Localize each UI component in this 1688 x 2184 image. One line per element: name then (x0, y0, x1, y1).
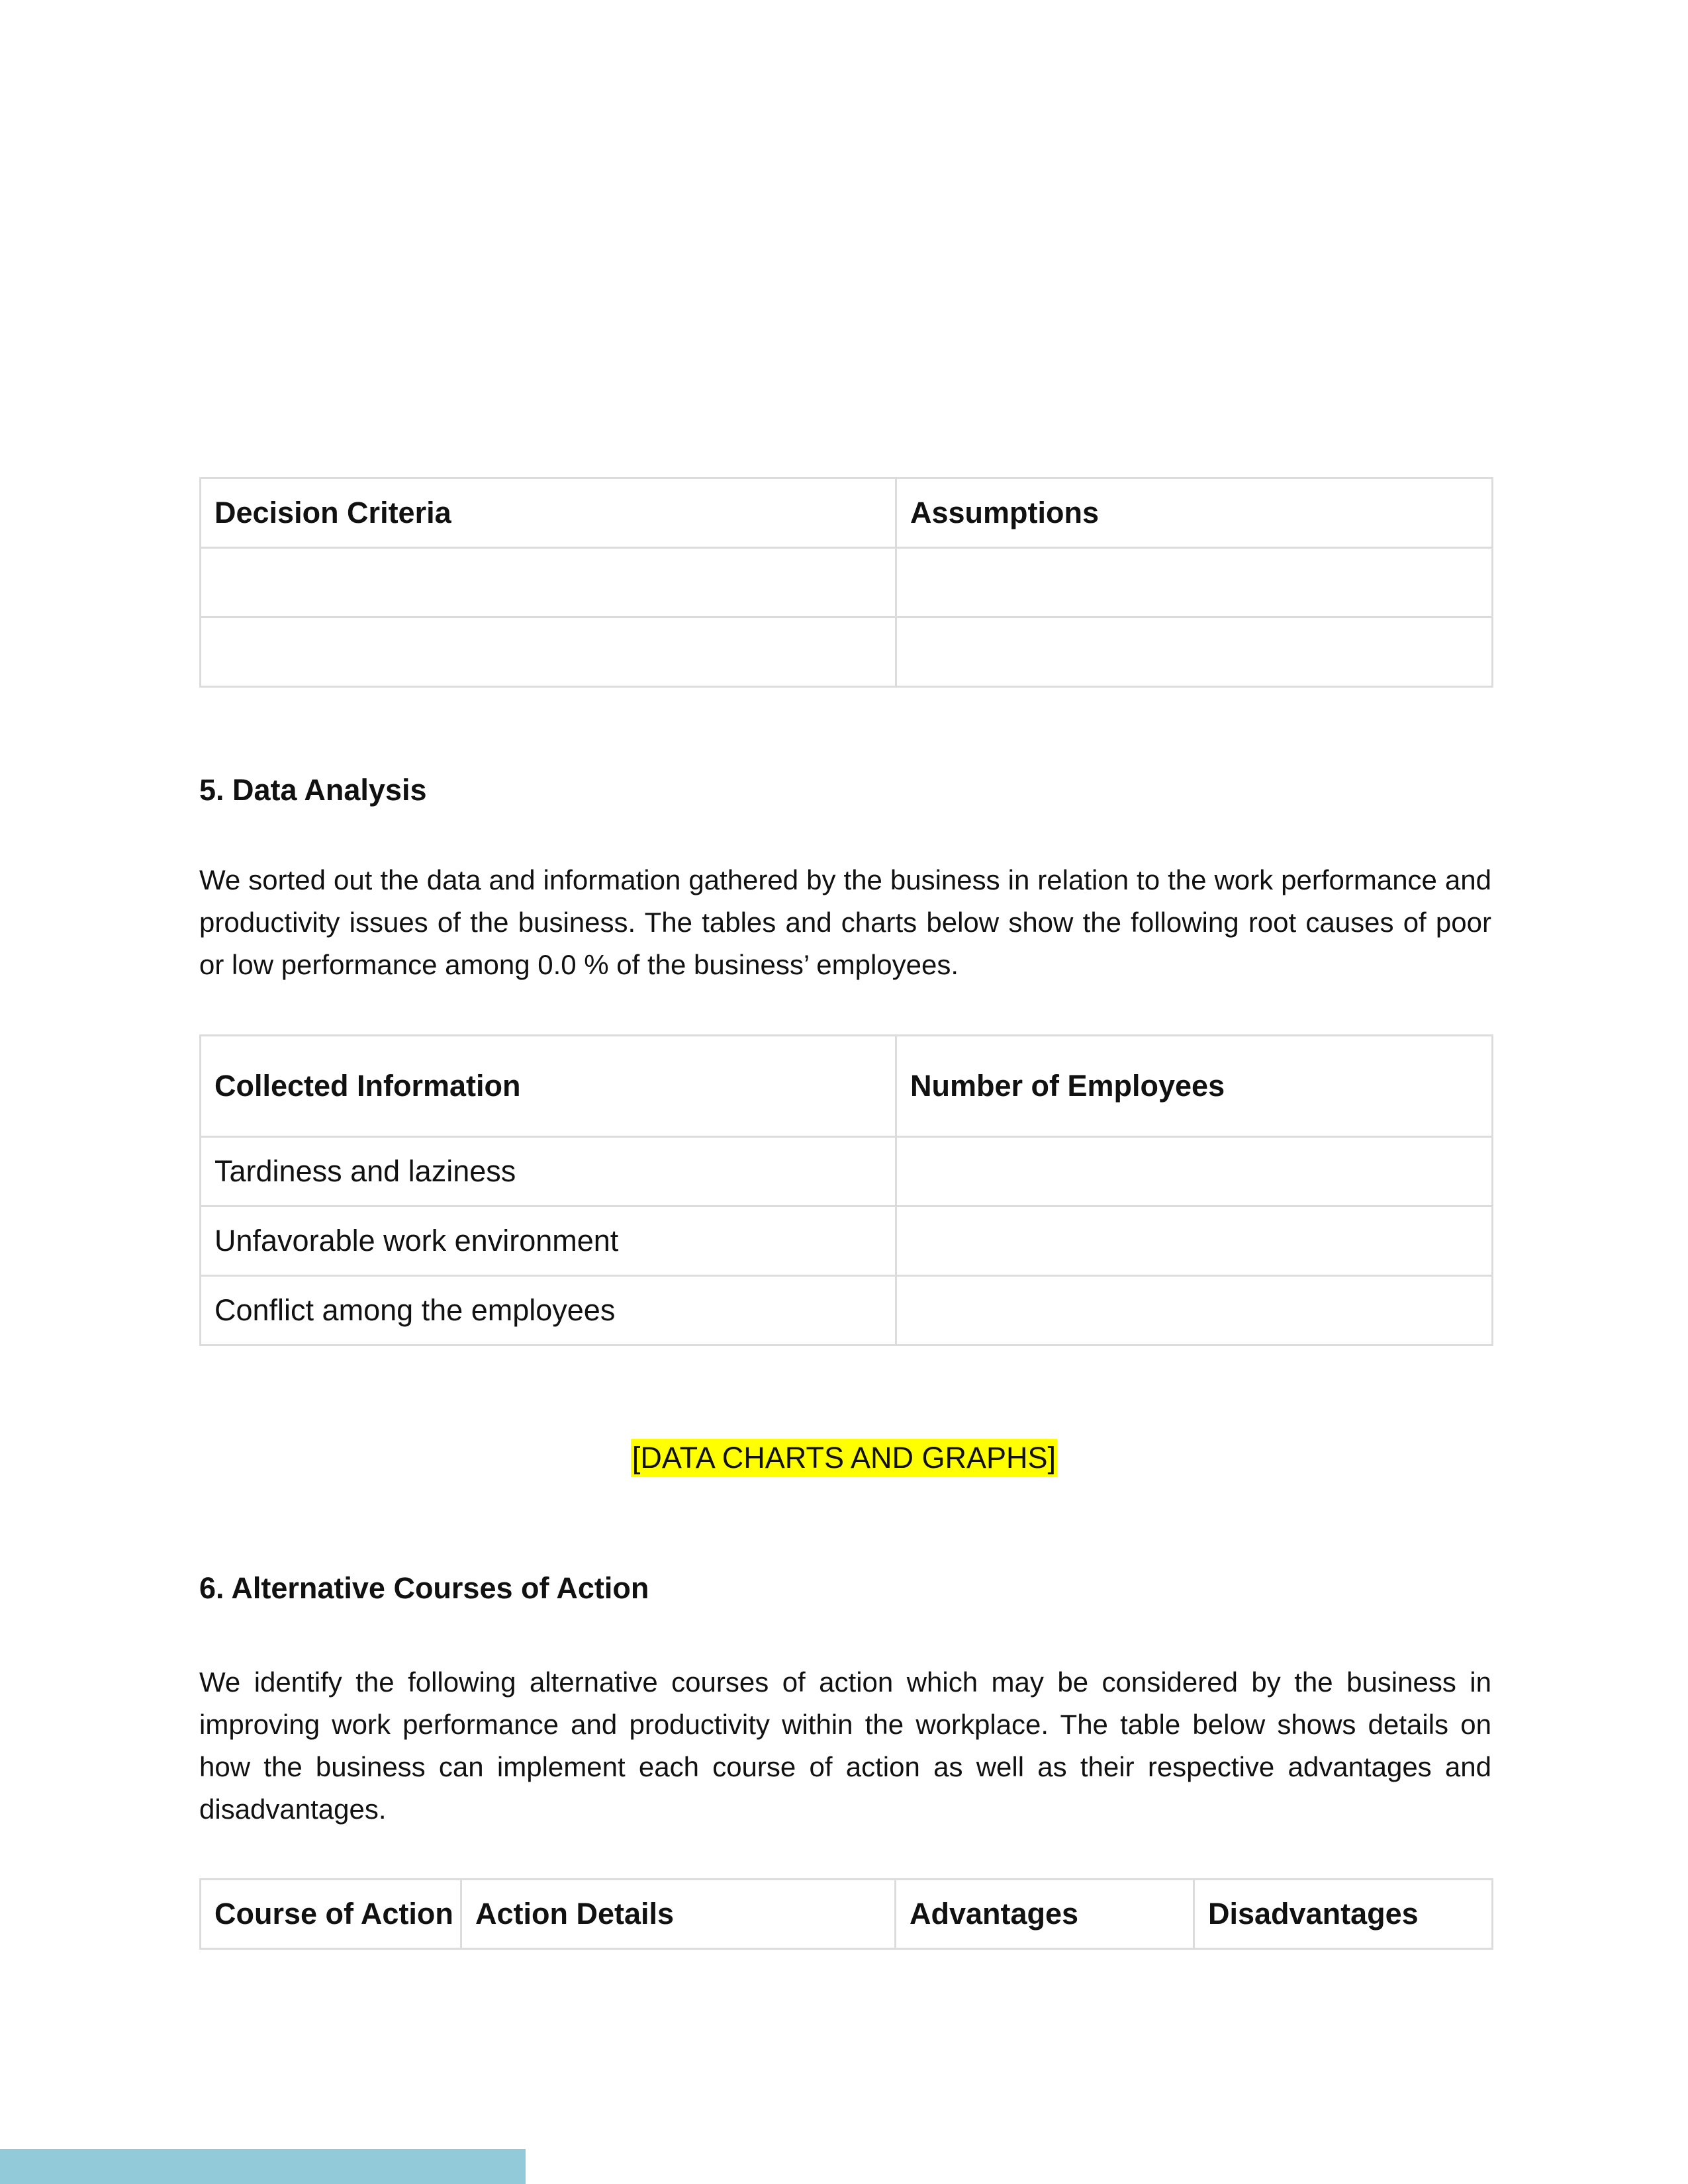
table-cell: Tardiness and laziness (201, 1137, 896, 1206)
assumptions-header: Assumptions (896, 478, 1493, 548)
table-row (201, 617, 1493, 687)
table-cell: Conflict among the employees (201, 1276, 896, 1345)
table-cell (896, 1137, 1493, 1206)
table-header-row (201, 1036, 1493, 1137)
disadvantages-header: Disadvantages (1194, 1880, 1493, 1949)
charts-placeholder: [DATA CHARTS AND GRAPHS] (631, 1439, 1057, 1477)
collected-information-table (199, 1034, 1493, 1346)
section-heading-alternatives: 6. Alternative Courses of Action (199, 1571, 649, 1605)
table-row (201, 1206, 1493, 1276)
table-cell (896, 548, 1493, 617)
table-header-row (201, 478, 1493, 548)
table-cell: Unfavorable work environment (201, 1206, 896, 1276)
section-heading-data-analysis: 5. Data Analysis (199, 773, 427, 807)
alternatives-paragraph: We identify the following alternative courses of action which may be considered by the business in improving work performance and productivity within the workplace. The table below shows details on how the business can implement each course of action as well as their respective advantages and disadvantages. (199, 1666, 1491, 1825)
table-row (201, 548, 1493, 617)
table-cell (201, 548, 896, 617)
courses-of-action-table (199, 1878, 1493, 1950)
data-analysis-paragraph: We sorted out the data and information gathered by the business in relation to the work performance and productivity issues of the business. The tables and charts below show the following root causes of poor or low performance among 0.0 % of the business’ employees. (199, 864, 1491, 980)
decision-criteria-header: Decision Criteria (201, 478, 896, 548)
charts-placeholder-container (0, 1439, 1688, 1477)
table-cell (896, 1276, 1493, 1345)
table-cell (896, 1206, 1493, 1276)
advantages-header: Advantages (896, 1880, 1194, 1949)
table-row (201, 1137, 1493, 1206)
table-header-row (201, 1880, 1493, 1949)
course-of-action-header: Course of Action (201, 1880, 461, 1949)
action-details-header: Action Details (461, 1880, 896, 1949)
decision-criteria-table (199, 477, 1493, 688)
number-of-employees-header: Number of Employees (896, 1036, 1493, 1137)
table-row (201, 1276, 1493, 1345)
table-cell (896, 617, 1493, 687)
footer-accent-bar (0, 2149, 526, 2184)
table-cell (201, 617, 896, 687)
collected-information-header: Collected Information (201, 1036, 896, 1137)
